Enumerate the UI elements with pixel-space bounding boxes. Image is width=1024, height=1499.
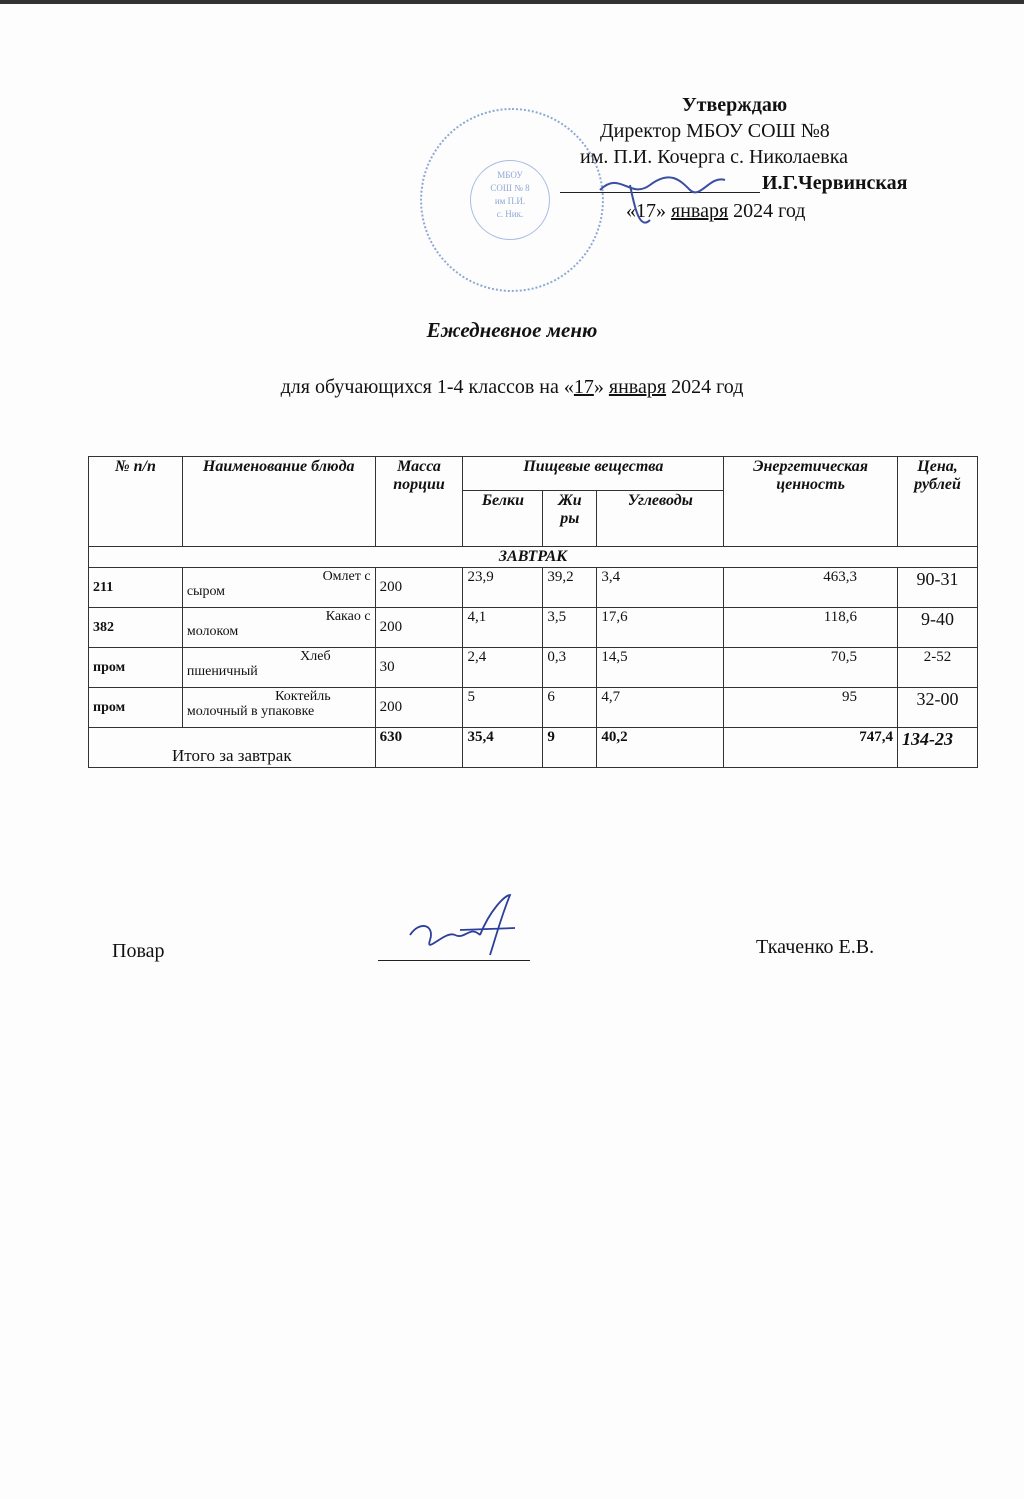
row-mass: 200 <box>375 688 463 728</box>
row-fat: 3,5 <box>543 608 597 648</box>
total-energy: 747,4 <box>724 728 898 768</box>
subtitle-suffix: 2024 год <box>666 376 744 398</box>
header-carbs: Углеводы <box>597 491 724 547</box>
row-price: 32-00 <box>898 688 978 728</box>
row-num: 382 <box>89 608 183 648</box>
header-mass: Масса порции <box>375 457 463 547</box>
row-carbs: 3,4 <box>597 568 724 608</box>
row-protein: 2,4 <box>463 648 543 688</box>
row-num: пром <box>89 688 183 728</box>
row-name-line2: сыром <box>186 584 226 599</box>
approval-heading: Утверждаю <box>682 94 788 116</box>
menu-table <box>88 456 978 768</box>
subtitle-prefix: для обучающихся 1-4 классов на « <box>280 376 574 398</box>
header-price: Цена, рублей <box>898 457 978 547</box>
row-carbs: 17,6 <box>597 608 724 648</box>
row-carbs: 14,5 <box>597 648 724 688</box>
row-num: пром <box>89 648 183 688</box>
row-fat: 0,3 <box>543 648 597 688</box>
page-subtitle <box>0 376 1024 399</box>
subtitle-month: января <box>608 376 667 398</box>
subtitle-day: 17 <box>573 376 594 398</box>
row-name-line2: молочный в упаковке <box>186 704 315 719</box>
header-energy: Энергетическая ценность <box>724 457 898 547</box>
total-label: Итого за завтрак <box>89 728 376 768</box>
subtitle-mid: » <box>593 376 609 398</box>
row-energy: 463,3 <box>724 568 898 608</box>
row-name-line1: Омлет с <box>322 569 371 584</box>
total-mass: 630 <box>375 728 463 768</box>
row-name-line2: молоком <box>186 624 239 639</box>
date-month: января <box>671 200 729 222</box>
header-num: № п/п <box>89 457 183 547</box>
approver-name: И.Г.Червинская <box>762 172 908 194</box>
cook-signature-line <box>378 960 530 961</box>
date-year: 2024 год <box>733 200 806 222</box>
page-title: Ежедневное меню <box>426 318 598 342</box>
cook-name: Ткаченко Е.В. <box>756 936 875 958</box>
table-row <box>89 688 978 728</box>
row-protein: 5 <box>463 688 543 728</box>
row-price: 9-40 <box>898 608 978 648</box>
row-mass: 30 <box>375 648 463 688</box>
table-row <box>89 648 978 688</box>
header-nutrients: Пищевые вещества <box>463 457 724 491</box>
row-num: 211 <box>89 568 183 608</box>
table-row <box>89 608 978 648</box>
header-protein: Белки <box>463 491 543 547</box>
total-row <box>89 728 978 768</box>
total-price: 134-23 <box>898 728 978 768</box>
row-price: 2-52 <box>898 648 978 688</box>
date-day: «17» <box>626 200 666 222</box>
row-carbs: 4,7 <box>597 688 724 728</box>
table-row <box>89 568 978 608</box>
cook-signature <box>400 890 520 960</box>
row-name <box>182 608 375 648</box>
row-fat: 6 <box>543 688 597 728</box>
total-fat: 9 <box>543 728 597 768</box>
header-name: Наименование блюда <box>182 457 375 547</box>
row-name <box>182 568 375 608</box>
scan-edge <box>0 0 1024 4</box>
row-name-line1: Коктейль <box>275 689 331 704</box>
row-name <box>182 688 375 728</box>
row-fat: 39,2 <box>543 568 597 608</box>
row-name-line2: пшеничный <box>186 664 258 679</box>
total-carbs: 40,2 <box>597 728 724 768</box>
header-fat: Жи ры <box>543 491 597 547</box>
row-mass: 200 <box>375 608 463 648</box>
row-name-line1: Какао с <box>325 609 371 624</box>
row-mass: 200 <box>375 568 463 608</box>
row-name <box>182 648 375 688</box>
stamp-center: МБОУ СОШ № 8 им П.И. с. Ник. <box>470 160 550 240</box>
approval-school: им. П.И. Кочерга с. Николаевка <box>580 146 849 168</box>
row-energy: 118,6 <box>724 608 898 648</box>
section-breakfast: ЗАВТРАК <box>89 547 978 568</box>
row-energy: 95 <box>724 688 898 728</box>
row-protein: 23,9 <box>463 568 543 608</box>
row-name-line1: Хлеб <box>300 649 331 664</box>
total-protein: 35,4 <box>463 728 543 768</box>
row-price: 90-31 <box>898 568 978 608</box>
approval-position: Директор МБОУ СОШ №8 <box>600 120 830 142</box>
row-protein: 4,1 <box>463 608 543 648</box>
row-energy: 70,5 <box>724 648 898 688</box>
cook-role: Повар <box>112 940 165 962</box>
director-signature <box>590 160 730 240</box>
